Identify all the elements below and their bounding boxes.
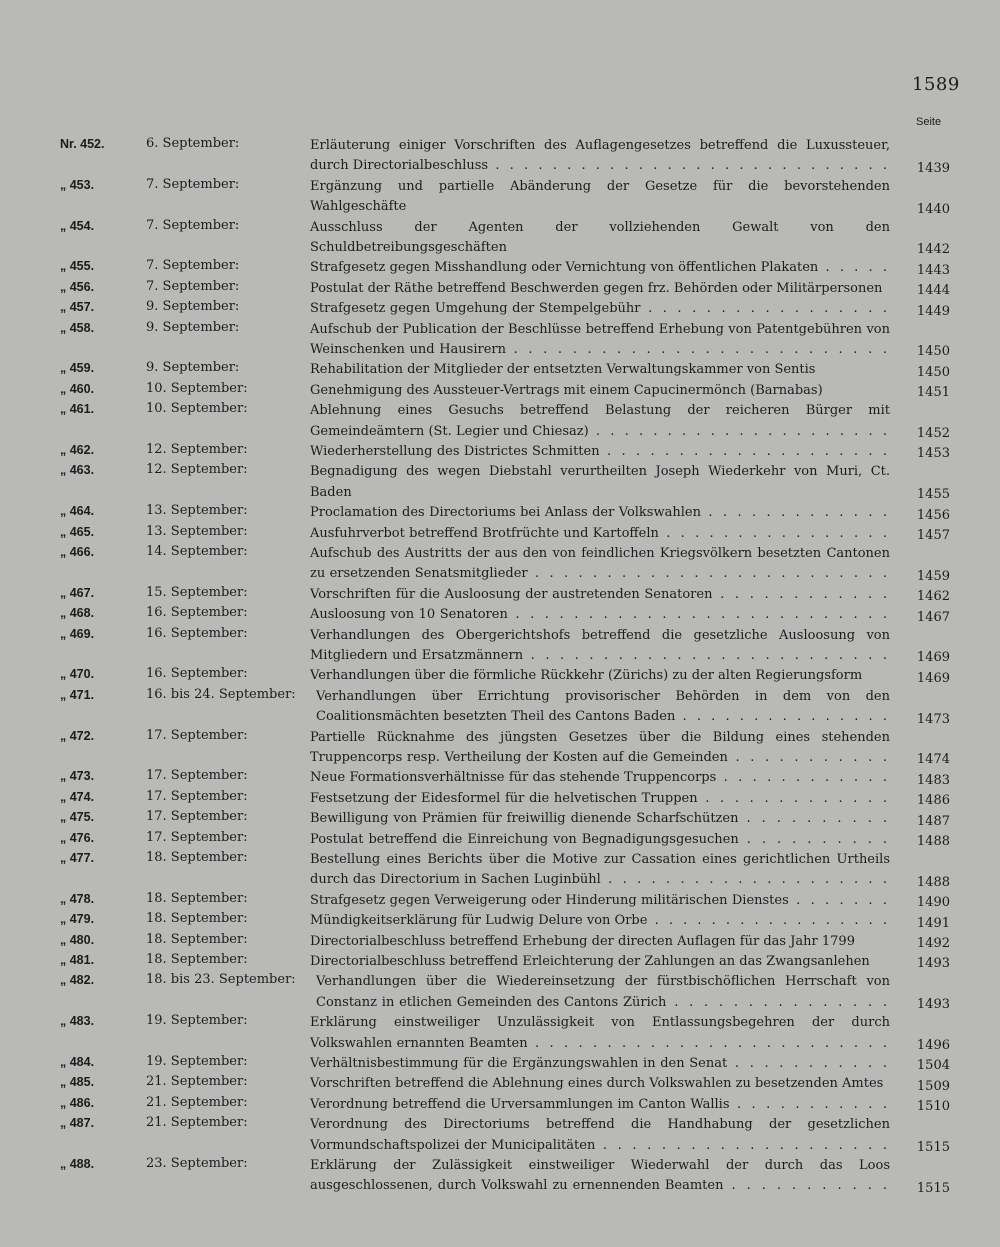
entry-number: „ 469. [60, 626, 95, 641]
table-row [0, 809, 1000, 829]
entry-date: 16. September: [146, 605, 248, 621]
entry-page: 1450 [911, 365, 950, 380]
entry-page: 1490 [911, 895, 950, 910]
entry-title: Verhandlungen über Errichtung provisorischer Behörden in dem von den Coalitionsmächten besetzten Theil des Cantons Baden . . . [316, 687, 890, 728]
entry-page: 1459 [911, 569, 950, 584]
table-row [0, 401, 1000, 442]
table-of-contents [0, 136, 1000, 1197]
entry-title: Bestellung eines Berichts über die Motive zur Cassation eines gerichtlichen Urtheils durch das Directorium in Sachen Luginbühl . . . [310, 850, 890, 891]
entry-number: „ 466. [60, 545, 95, 559]
entry-date: 17. September: [146, 829, 248, 845]
entry-page: 1510 [911, 1099, 950, 1114]
entry-date: 13. September: [146, 523, 248, 539]
entry-date: 18. bis 23. September: [146, 972, 296, 988]
table-row [0, 585, 1000, 605]
entry-title: Postulat betreffend die Einreichung von Begnadigungsgesuchen . . . [310, 830, 890, 850]
table-row [0, 177, 1000, 218]
seite-column-label: Seite [916, 116, 942, 128]
entry-date: 16. September: [146, 666, 248, 682]
entry-number: „ 481. [60, 952, 95, 967]
table-row [0, 952, 1000, 972]
table-row [0, 626, 1000, 667]
entry-date: 23. September: [146, 1155, 248, 1171]
entry-title: Ausfuhrverbot betreffend Brotfrüchte und Kartoffeln . . . [310, 524, 890, 544]
entry-page: 1469 [911, 671, 950, 686]
page-number: 1589 [912, 74, 960, 95]
entry-page: 1439 [911, 161, 950, 176]
entry-date: 16. bis 24. September: [146, 686, 296, 702]
entry-title: Begnadigung des wegen Diebstahl verurtheilten Joseph Wiederkehr von Muri, Ct. Baden [310, 464, 890, 500]
entry-number: „ 455. [60, 259, 95, 274]
entry-page: 1488 [911, 834, 950, 849]
table-row [0, 789, 1000, 809]
entry-date: 10. September: [146, 380, 248, 396]
entry-number: „ 456. [60, 279, 95, 294]
entry-title: Directorialbeschluss betreffend Erhebung der directen Auflagen für das Jahr 1799 [310, 933, 855, 949]
entry-date: 18. September: [146, 951, 248, 967]
table-row [0, 687, 1000, 728]
entry-title: Neue Formationsverhältnisse für das stehende Truppencorps . . . [310, 768, 890, 788]
table-row [0, 850, 1000, 891]
entry-page: 1452 [911, 426, 950, 441]
entry-number: „ 483. [60, 1014, 95, 1029]
entry-page: 1462 [911, 589, 950, 604]
entry-title: Proclamation des Directoriums bei Anlass der Volkswahlen . . . [310, 503, 890, 523]
entry-number: „ 485. [60, 1075, 95, 1090]
table-row [0, 320, 1000, 361]
entry-number: „ 468. [60, 606, 95, 621]
entry-number: „ 462. [60, 443, 95, 458]
entry-number: „ 457. [60, 300, 95, 315]
table-row [0, 524, 1000, 544]
entry-page: 1455 [911, 487, 950, 502]
entry-page: 1449 [911, 304, 950, 319]
entry-page: 1488 [911, 875, 950, 890]
entry-date: 7. September: [146, 217, 240, 233]
entry-title: Postulat der Räthe betreffend Beschwerden gegen frz. Behörden oder Militärpersonen [310, 280, 883, 296]
entry-page: 1456 [911, 508, 950, 523]
entry-title: Rehabilitation der Mitglieder der entsetzten Verwaltungskammer von Sentis [310, 362, 816, 378]
entry-date: 17. September: [146, 727, 248, 743]
entry-title: Ergänzung und partielle Abänderung der Gesetze für die bevorstehenden Wahlgeschäfte [310, 178, 890, 215]
entry-page: 1474 [911, 752, 950, 767]
table-row [0, 218, 1000, 259]
entry-date: 18. September: [146, 931, 248, 947]
entry-title: Strafgesetz gegen Misshandlung oder Vernichtung von öffentlichen Plakaten . . . [310, 258, 890, 278]
entry-date: 6. September: [146, 136, 240, 151]
entry-title: Ausloosung von 10 Senatoren . . . [310, 605, 890, 625]
table-row [0, 462, 1000, 503]
entry-page: 1492 [911, 936, 950, 951]
entry-title: Ausschluss der Agenten der vollziehenden Gewalt von den Schuldbetreibungsgeschäften [310, 219, 890, 256]
entry-title: Strafgesetz gegen Verweigerung oder Hinderung militärischen Dienstes . . . [310, 891, 890, 911]
table-row [0, 728, 1000, 769]
entry-date: 19. September: [146, 1053, 248, 1069]
entry-number: „ 479. [60, 912, 95, 927]
entry-title: Verordnung des Directoriums betreffend die Handhabung der gesetzlichen Vormundschaftspolizei der Municipalitäten . . . [310, 1115, 890, 1156]
entry-title: Erläuterung einiger Vorschriften des Auflagengesetzes betreffend die Luxussteuer, durch Directorialbeschluss . . . [310, 136, 890, 177]
entry-date: 18. September: [146, 890, 248, 906]
entry-number: „ 484. [60, 1054, 95, 1069]
entry-number: „ 461. [60, 402, 95, 417]
entry-title: Erklärung einstweiliger Unzulässigkeit von Entlassungsbegehren der durch Volkswahlen ernannten Beamten . . . [310, 1013, 890, 1054]
entry-title: Wiederherstellung des Districtes Schmitten . . . [310, 442, 890, 462]
entry-date: 18. September: [146, 849, 248, 865]
entry-number: „ 482. [60, 973, 95, 988]
entry-number: „ 465. [60, 524, 95, 539]
entry-title: Bewilligung von Prämien für freiwillig dienende Scharfschützen . . . [310, 809, 890, 829]
entry-page: 1453 [911, 446, 950, 461]
entry-number: „ 460. [60, 381, 95, 396]
entry-page: 1450 [911, 344, 950, 359]
entry-page: 1483 [911, 773, 950, 788]
entry-date: 9. September: [146, 319, 240, 335]
entry-page: 1491 [911, 916, 950, 931]
table-row [0, 1054, 1000, 1074]
entry-number: „ 458. [60, 320, 95, 335]
entry-date: 9. September: [146, 299, 240, 315]
entry-page: 1493 [911, 956, 950, 971]
entry-page: 1443 [911, 263, 950, 278]
table-row [0, 666, 1000, 686]
entry-date: 21. September: [146, 1115, 248, 1131]
entry-page: 1496 [911, 1038, 950, 1053]
entry-date: 12. September: [146, 462, 248, 478]
table-row [0, 1074, 1000, 1094]
entry-page: 1440 [911, 202, 950, 217]
table-row [0, 258, 1000, 278]
table-row [0, 279, 1000, 299]
entry-title: Verhandlungen über die förmliche Rückkehr (Zürichs) zu der alten Regierungsform [310, 668, 863, 684]
entry-page: 1467 [911, 610, 950, 625]
entry-number: „ 470. [60, 667, 95, 682]
table-row [0, 605, 1000, 625]
table-row [0, 768, 1000, 788]
entry-page: 1487 [911, 814, 950, 829]
entry-number: „ 454. [60, 218, 95, 233]
entry-title: Ablehnung eines Gesuchs betreffend Belastung der reicheren Bürger mit Gemeindeämtern (St. Legier und Chiesaz) . . . [310, 401, 890, 442]
entry-date: 17. September: [146, 768, 248, 784]
table-row [0, 1013, 1000, 1054]
entry-page: 1442 [911, 242, 950, 257]
entry-title: Erklärung der Zulässigkeit einstweiliger Wiederwahl der durch das Loos ausgeschlossenen, durch Volkswahl zu ernennenden Beamten . . . [310, 1156, 890, 1197]
entry-number: „ 480. [60, 932, 95, 947]
entry-number: „ 453. [60, 177, 95, 192]
entry-title: Genehmigung des Aussteuer-Vertrags mit einem Capucinermönch (Barnabas) [310, 382, 823, 398]
table-row [0, 1115, 1000, 1156]
entry-date: 7. September: [146, 258, 240, 274]
entry-number: „ 471. [60, 687, 95, 702]
entry-date: 19. September: [146, 1013, 248, 1029]
table-row [0, 891, 1000, 911]
table-row [0, 381, 1000, 401]
entry-title: Partielle Rücknahme des jüngsten Gesetzes über die Bildung eines stehenden Truppencorps resp. Vertheilung der Kosten auf die Gemeinden . . . [310, 728, 890, 769]
entry-page: 1504 [911, 1058, 950, 1073]
entry-number: „ 463. [60, 463, 95, 478]
entry-number: „ 473. [60, 769, 95, 784]
entry-title: Verhandlungen des Obergerichtshofs betreffend die gesetzliche Ausloosung von Mitgliedern und Ersatzmännern . . . [310, 626, 890, 667]
entry-date: 21. September: [146, 1074, 248, 1090]
entry-page: 1451 [911, 385, 950, 400]
entry-number: „ 487. [60, 1116, 95, 1131]
table-row [0, 544, 1000, 585]
entry-date: 15. September: [146, 584, 248, 600]
table-row [0, 932, 1000, 952]
entry-date: 7. September: [146, 278, 240, 294]
entry-page: 1486 [911, 793, 950, 808]
entry-page: 1469 [911, 650, 950, 665]
entry-page: 1457 [911, 528, 950, 543]
entry-number: „ 474. [60, 789, 95, 804]
entry-number: „ 475. [60, 810, 95, 825]
entry-number: „ 472. [60, 728, 95, 743]
entry-number: „ 477. [60, 850, 95, 865]
entry-date: 16. September: [146, 625, 248, 641]
entry-number: Nr. 452. [60, 137, 105, 151]
entry-number: „ 486. [60, 1095, 95, 1110]
entry-title: Verhandlungen über die Wiedereinsetzung der fürstbischöflichen Herrschaft von Constanz in etlichen Gemeinden des Cantons Zürich . . . [316, 972, 890, 1013]
entry-number: „ 478. [60, 891, 95, 906]
entry-page: 1515 [911, 1181, 950, 1196]
table-row [0, 1156, 1000, 1197]
table-row [0, 911, 1000, 931]
entry-number: „ 464. [60, 504, 95, 519]
entry-number: „ 476. [60, 830, 95, 845]
table-row [0, 1095, 1000, 1115]
table-row [0, 503, 1000, 523]
entry-date: 17. September: [146, 788, 248, 804]
entry-date: 13. September: [146, 503, 248, 519]
entry-title: Verhältnisbestimmung für die Ergänzungswahlen in den Senat . . . [310, 1054, 890, 1074]
entry-title: Vorschriften betreffend die Ablehnung eines durch Volkswahlen zu besetzenden Amtes [310, 1076, 884, 1092]
entry-date: 17. September: [146, 809, 248, 825]
entry-title: Aufschub des Austritts der aus den von feindlichen Kriegsvölkern besetzten Cantonen zu ersetzenden Senatsmitglieder . . . [310, 544, 890, 585]
entry-number: „ 467. [60, 585, 95, 600]
entry-date: 21. September: [146, 1094, 248, 1110]
table-row [0, 830, 1000, 850]
entry-page: 1515 [911, 1140, 950, 1155]
entry-page: 1473 [911, 712, 950, 727]
table-row [0, 136, 1000, 177]
entry-date: 10. September: [146, 401, 248, 417]
entry-date: 7. September: [146, 176, 240, 192]
entry-number: „ 488. [60, 1156, 95, 1171]
entry-number: „ 459. [60, 361, 95, 376]
table-row [0, 360, 1000, 380]
entry-date: 9. September: [146, 360, 240, 376]
table-row [0, 972, 1000, 1013]
entry-page: 1444 [911, 283, 950, 298]
entry-title: Aufschub der Publication der Beschlüsse betreffend Erhebung von Patentgebühren von Weinschenken und Hausirern . . . [310, 320, 890, 361]
table-row [0, 299, 1000, 319]
entry-page: 1509 [911, 1079, 950, 1094]
entry-page: 1493 [911, 997, 950, 1012]
entry-title: Strafgesetz gegen Umgehung der Stempelgebühr . . . [310, 299, 890, 319]
entry-title: Festsetzung der Eidesformel für die helvetischen Truppen . . . [310, 789, 890, 809]
entry-date: 18. September: [146, 911, 248, 927]
table-row [0, 442, 1000, 462]
entry-date: 14. September: [146, 544, 248, 559]
entry-title: Mündigkeitserklärung für Ludwig Delure von Orbe . . . [310, 911, 890, 931]
entry-title: Verordnung betreffend die Urversammlungen im Canton Wallis . . . [310, 1095, 890, 1115]
entry-date: 12. September: [146, 442, 248, 458]
entry-title: Directorialbeschluss betreffend Erleichterung der Zahlungen an das Zwangsanlehen [310, 953, 870, 969]
entry-title: Vorschriften für die Ausloosung der austretenden Senatoren . . . [310, 585, 890, 605]
